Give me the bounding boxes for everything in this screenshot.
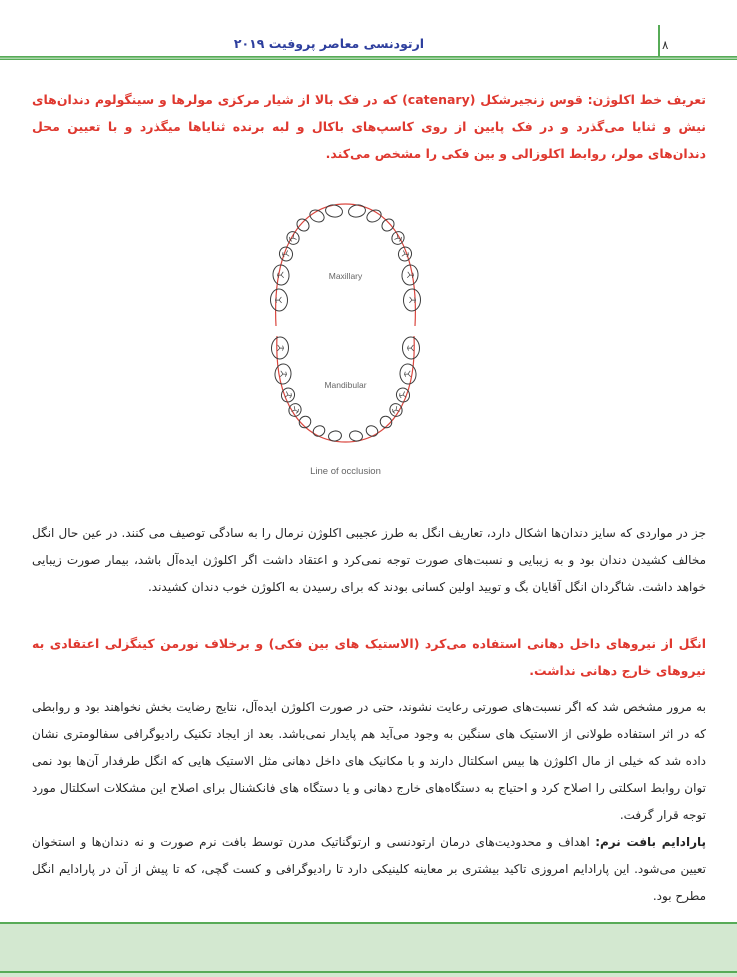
tooth: [399, 363, 417, 384]
tooth: [270, 289, 288, 312]
header-vertical-divider: [658, 25, 660, 57]
book-title: ارتودنسی معاصر پروفیت ۲۰۱۹: [233, 36, 425, 51]
footer-rule: [0, 971, 737, 973]
body-paragraph-cephalometrics: به مرور مشخص شد که اگر نسبت‌های صورتی رعایت نشوند، حتی در صورت اکلوژن ایده‌آل، نتایج رضایت بخش نخواهند بود و روابطی که در اثر استفاده طولانی از الاستیک های سنگین به وجود می‌آید هم پایدار نمی‌باشد. بعد از ایجاد تکنیک رادیوگرافی سفالومتری نشان داده شد که خیلی از مال اکلوژن ها بیس اسکلتال دارند و با مکانیک های داخل دهانی مثل الاستیک هایی که انگل طرفدار آن‌ها بود نمی توان روابط اسکلتی را اصلاح کرد و احتیاج به دستگاه‌های خارج دهانی و یا دستگاه های فانکشنال برای اصلاح این مشکلات اسکلتال مورد توجه قرار گرفت.: [32, 700, 706, 822]
tooth: [311, 424, 326, 438]
tooth: [287, 401, 304, 418]
occlusion-definition-paragraph: تعریف خط اکلوژن: قوس زنجیرشکل (catenary) که در فک بالا از شیار مرکزی مولرها و سینگولوم دندان‌های نیش و ثنایا می‌گذرد و در فک پایین از روی کاسپ‌های باکال و لبه برنده ثنایاها میگذرد و با تعیین محل دندان‌های مولر، روابط اکلوزالی و بین فکی را مشخص می‌کند.: [32, 92, 706, 161]
tooth: [378, 414, 394, 430]
soft-tissue-paradigm-lead: پارادایم بافت نرم:: [595, 835, 706, 849]
mandibular-label: Mandibular: [324, 380, 367, 390]
tooth: [403, 289, 421, 312]
soft-tissue-paradigm-text: اهداف و محدودیت‌های درمان ارتودنسی و ارتوگناتیک مدرن توسط بافت نرم صورت و نه دندان‌ها و استخوان تعیین می‌شود. این پارادایم امروزی تاکید بیشتری بر معاینه کلینیکی دارد تا رادیوگرافی و کست گچی، که تا پیش از آن در پارادایم انگل مطرح بود.: [32, 835, 706, 903]
highlight-paragraph-intraoral-forces: انگل از نیروهای داخل دهانی استفاده می‌کرد (الاستیک های بین فکی) و برخلاف نورمن کینگزلی اعتقادی به نیروهای خارج دهانی نداشت.: [32, 636, 706, 678]
body-paragraph-angle-definitions: جز در مواردی که سایز دندان‌ها اشکال دارد، تعاریف انگل به طرز عجیبی اکلوژن نرمال را به سادگی توصیف می کنند. در عین حال انگل مخالف کشیدن دندان بود و به زیبایی و نسبت‌های صورت توجه نمی‌کرد و اعتقاد داشت اگر اکلوژن ایده‌آل باشد، بیمار صورت زیبایی خواهد داشت. شاگردان انگل آقایان بگ و تویید اولین کسانی بودند که برای رسیدن به اکلوژن خوب دندان کشیدند.: [32, 526, 706, 594]
tooth: [297, 414, 313, 430]
tooth: [401, 264, 419, 285]
dental-arches-figure: [268, 198, 423, 448]
tooth: [365, 208, 383, 225]
body-paragraph-soft-tissue-paradigm: [32, 829, 706, 910]
tooth: [274, 363, 292, 384]
tooth: [295, 217, 312, 234]
tooth: [272, 264, 290, 285]
tooth: [271, 337, 289, 360]
tooth: [402, 337, 420, 360]
footer-bar: [0, 922, 737, 977]
maxillary-label: Maxillary: [328, 271, 363, 281]
header-rule: [0, 56, 737, 60]
tooth: [364, 424, 379, 438]
occlusion-diagram: [268, 198, 423, 452]
tooth: [390, 229, 407, 246]
tooth: [388, 401, 405, 418]
maxillary-occlusion-curve: [276, 204, 416, 326]
tooth: [285, 229, 302, 246]
tooth: [348, 204, 367, 219]
maxillary-teeth: [270, 204, 421, 312]
tooth: [380, 217, 397, 234]
page-number: ۸: [662, 38, 669, 52]
figure-caption: Line of occlusion: [310, 466, 381, 477]
tooth: [325, 204, 344, 219]
tooth: [308, 208, 326, 225]
